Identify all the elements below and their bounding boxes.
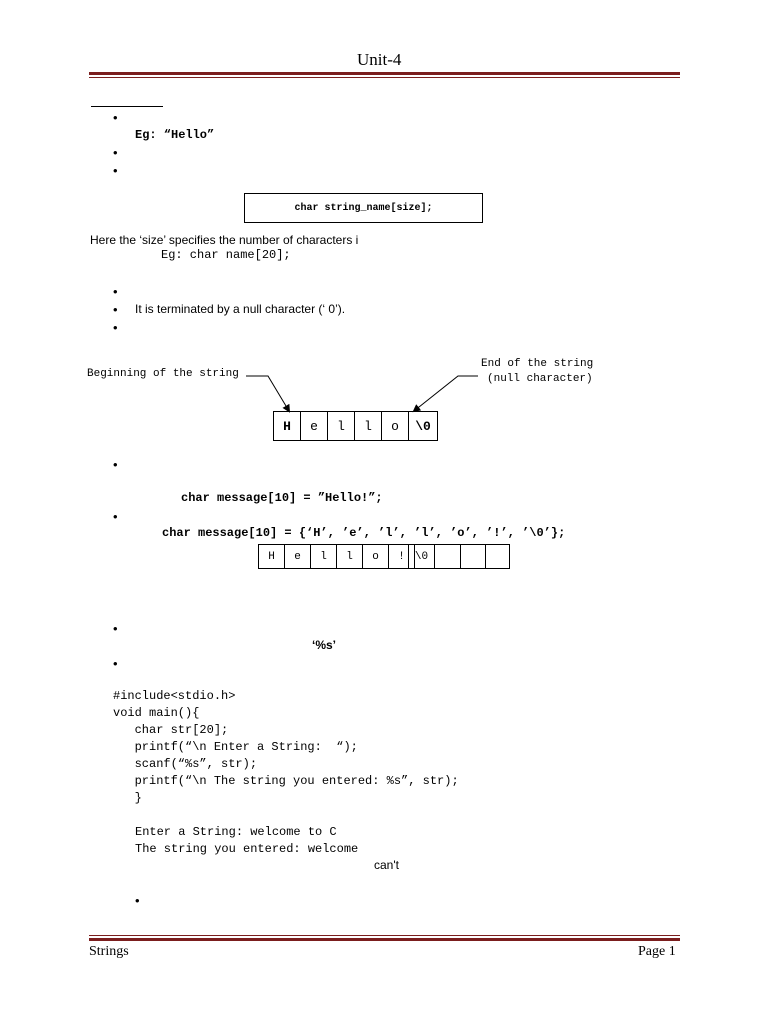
bullet-dot: •	[113, 110, 118, 125]
code-line: #include<stdio.h>	[113, 689, 236, 703]
output-line-1: Enter a String: welcome to C	[135, 825, 337, 839]
size-example: Eg: char name[20];	[161, 248, 291, 262]
label-beginning: Beginning of the string	[87, 368, 239, 380]
hello-example: Eg: “Hello”	[135, 128, 215, 142]
page-header-title: Unit-4	[357, 50, 402, 69]
footer-page-number: Page 1	[638, 944, 676, 959]
message-cell: \0	[408, 544, 435, 569]
format-specifier: ‘%s’	[312, 638, 337, 652]
code-line: printf(“\n Enter a String: “);	[113, 740, 358, 754]
label-end-1: End of the string	[481, 358, 594, 370]
message-cell-empty	[434, 544, 461, 569]
output-line-2: The string you entered: welcome	[135, 842, 359, 856]
bullet-dot: •	[113, 163, 118, 178]
bullet-dot: •	[113, 302, 118, 317]
label-end-2: (null character)	[487, 373, 593, 385]
footer-rule-thick	[89, 938, 680, 941]
message-cell-empty	[485, 544, 510, 569]
code-line: void main(){	[113, 706, 200, 720]
cant-text: can't	[374, 858, 399, 872]
message-cell: l	[310, 544, 337, 569]
diagram-cell: e	[300, 411, 328, 441]
message-init-string: char message[10] = ”Hello!”;	[181, 491, 383, 505]
code-line: printf(“\n The string you entered: %s”, str);	[113, 774, 459, 788]
diagram-cell: o	[381, 411, 409, 441]
message-cell: l	[336, 544, 363, 569]
bullet-dot: •	[113, 284, 118, 299]
diagram-cell: H	[273, 411, 301, 441]
bullet-dot: •	[113, 509, 118, 524]
message-cell: !	[388, 544, 415, 569]
declaration-text: char string_name[size];	[294, 202, 433, 214]
code-line: }	[113, 791, 142, 805]
size-note: Here the ‘size’ specifies the number of characters i	[90, 233, 359, 247]
message-cell: o	[362, 544, 389, 569]
header-rule-thin	[89, 77, 680, 78]
declaration-box	[244, 193, 483, 223]
code-line: char str[20];	[113, 723, 229, 737]
arrow-end	[414, 376, 478, 411]
null-terminated-text: It is terminated by a null character (‘ 0’).	[135, 302, 346, 316]
bullet-dot: •	[113, 656, 118, 671]
diagram-cell: l	[354, 411, 382, 441]
bullet-dot: •	[113, 457, 118, 472]
header-rule-thick	[89, 72, 680, 75]
message-cell: e	[284, 544, 311, 569]
diagram-cell: l	[327, 411, 355, 441]
arrow-begin	[246, 376, 289, 411]
bullet-dot: •	[113, 621, 118, 636]
footer-rule-thin	[89, 935, 680, 936]
bullet-dot: •	[113, 145, 118, 160]
footer-left: Strings	[89, 944, 129, 959]
heading-underline	[91, 106, 163, 107]
message-cell-empty	[460, 544, 486, 569]
message-cell: H	[258, 544, 285, 569]
diagram-cell-null: \0	[408, 411, 438, 441]
bullet-dot: •	[113, 320, 118, 335]
message-init-array: char message[10] = {‘H’, ’e’, ’l’, ’l’, ’o’, ’!’, ’\0’};	[162, 526, 566, 540]
code-line: scanf(“%s”, str);	[113, 757, 258, 771]
bullet-dot: •	[135, 893, 140, 908]
